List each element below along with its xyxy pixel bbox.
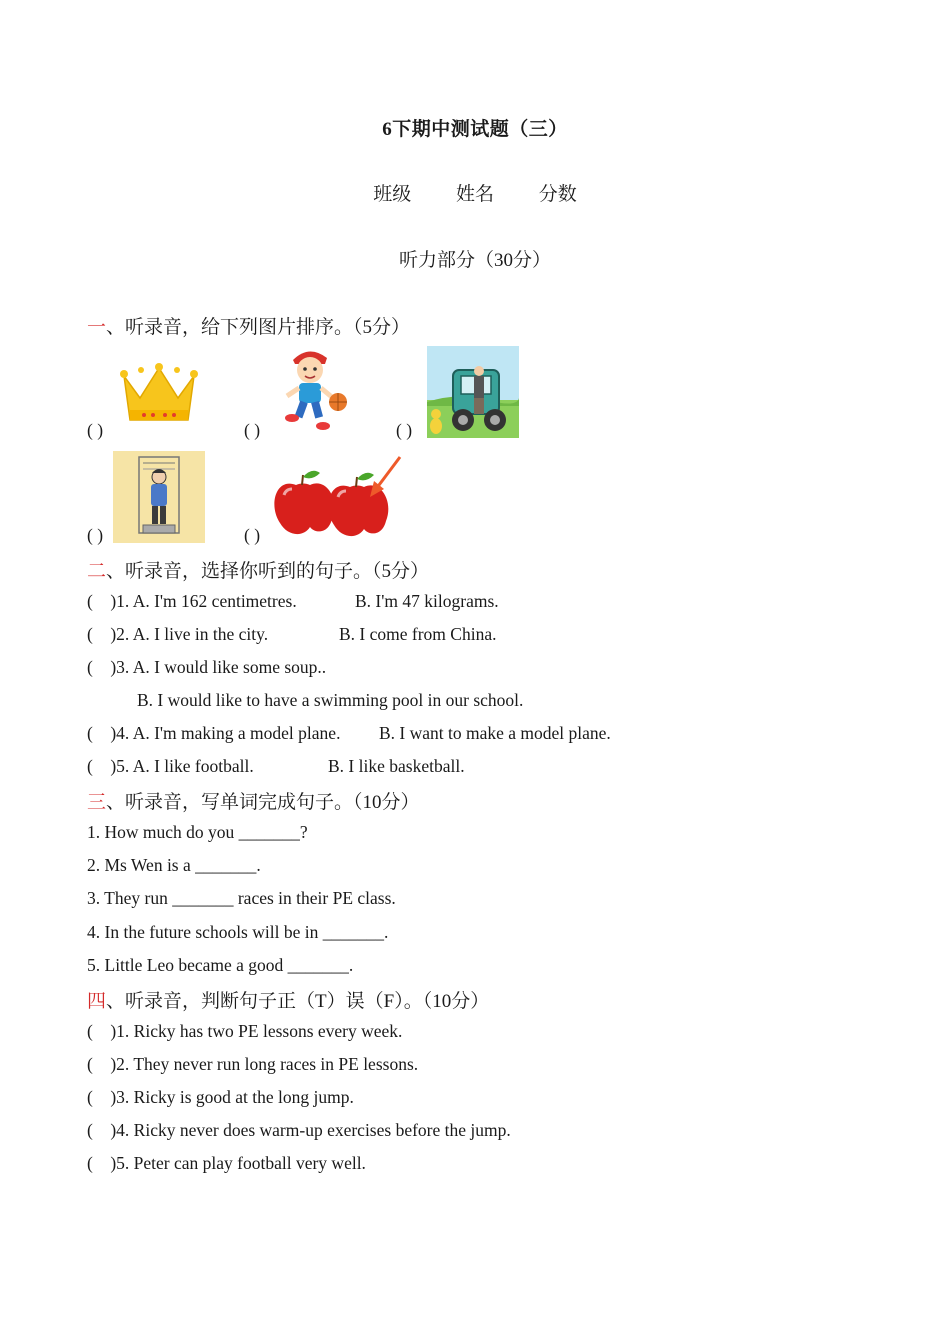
score-label: 分数: [538, 184, 577, 205]
question-line: ( )5. A. I like football.: [87, 756, 254, 776]
fill-blank-line: 1. How much do you _______?: [87, 822, 308, 842]
option-b: B. I want to make a model plane.: [379, 723, 611, 743]
answer-paren: ( ): [396, 420, 413, 440]
name-label: 姓名: [455, 184, 494, 205]
apples-icon: [270, 455, 405, 540]
listening-header: 听力部分（30分）: [398, 250, 551, 271]
man-with-car-icon: [427, 346, 519, 438]
section-3-heading: [87, 787, 420, 814]
fill-blank-line: 3. They run _______ races in their PE class.: [87, 888, 396, 908]
fill-blank-line: 4. In the future schools will be in _______.: [87, 922, 389, 942]
section-title: 、听录音，判断句子正（T）误（F）。（10分）: [106, 991, 490, 1012]
question-line: ( )2. A. I live in the city.: [87, 624, 269, 644]
section-1-heading: [87, 312, 410, 339]
option-b: B. I'm 47 kilograms.: [355, 591, 499, 611]
true-false-line: ( )1. Ricky has two PE lessons every week.: [87, 1021, 403, 1041]
class-label: 班级: [373, 184, 412, 205]
crown-icon: [120, 362, 198, 424]
true-false-line: ( )3. Ricky is good at the long jump.: [87, 1087, 354, 1107]
question-line: ( )4. A. I'm making a model plane.: [87, 723, 341, 743]
true-false-line: ( )5. Peter can play football very well.: [87, 1153, 366, 1173]
section-4-heading: [87, 986, 489, 1013]
section-title: 、听录音，写单词完成句子。（10分）: [106, 792, 420, 813]
answer-paren: ( ): [244, 525, 261, 545]
section-number: 一: [87, 317, 107, 338]
true-false-line: ( )4. Ricky never does warm-up exercises before the jump.: [87, 1120, 511, 1140]
section-number: 四: [87, 991, 107, 1012]
question-line: ( )3. A. I would like some soup..: [87, 657, 327, 677]
man-on-scale-icon: [113, 451, 205, 543]
page-title: 6下期中测试题（三）: [382, 119, 568, 140]
fill-blank-line: 5. Little Leo became a good _______.: [87, 955, 354, 975]
true-false-line: ( )2. They never run long races in PE lessons.: [87, 1054, 419, 1074]
fill-blank-line: 2. Ms Wen is a _______.: [87, 855, 261, 875]
option-b: B. I come from China.: [339, 624, 497, 644]
student-info-row: [0, 179, 950, 206]
answer-paren: ( ): [87, 525, 104, 545]
option-b: B. I like basketball.: [328, 756, 465, 776]
section-title: 、听录音，选择你听到的句子。（5分）: [106, 561, 430, 582]
section-title: 、听录音，给下列图片排序。（5分）: [106, 317, 411, 338]
section-number: 三: [87, 792, 107, 813]
section-number: 二: [87, 561, 107, 582]
section-2-heading: [87, 556, 429, 583]
boy-playing-basketball-icon: [275, 346, 353, 432]
answer-paren: ( ): [87, 420, 104, 440]
question-line: ( )1. A. I'm 162 centimetres.: [87, 591, 297, 611]
answer-paren: ( ): [244, 420, 261, 440]
option-b: B. I would like to have a swimming pool in our school.: [137, 690, 524, 710]
